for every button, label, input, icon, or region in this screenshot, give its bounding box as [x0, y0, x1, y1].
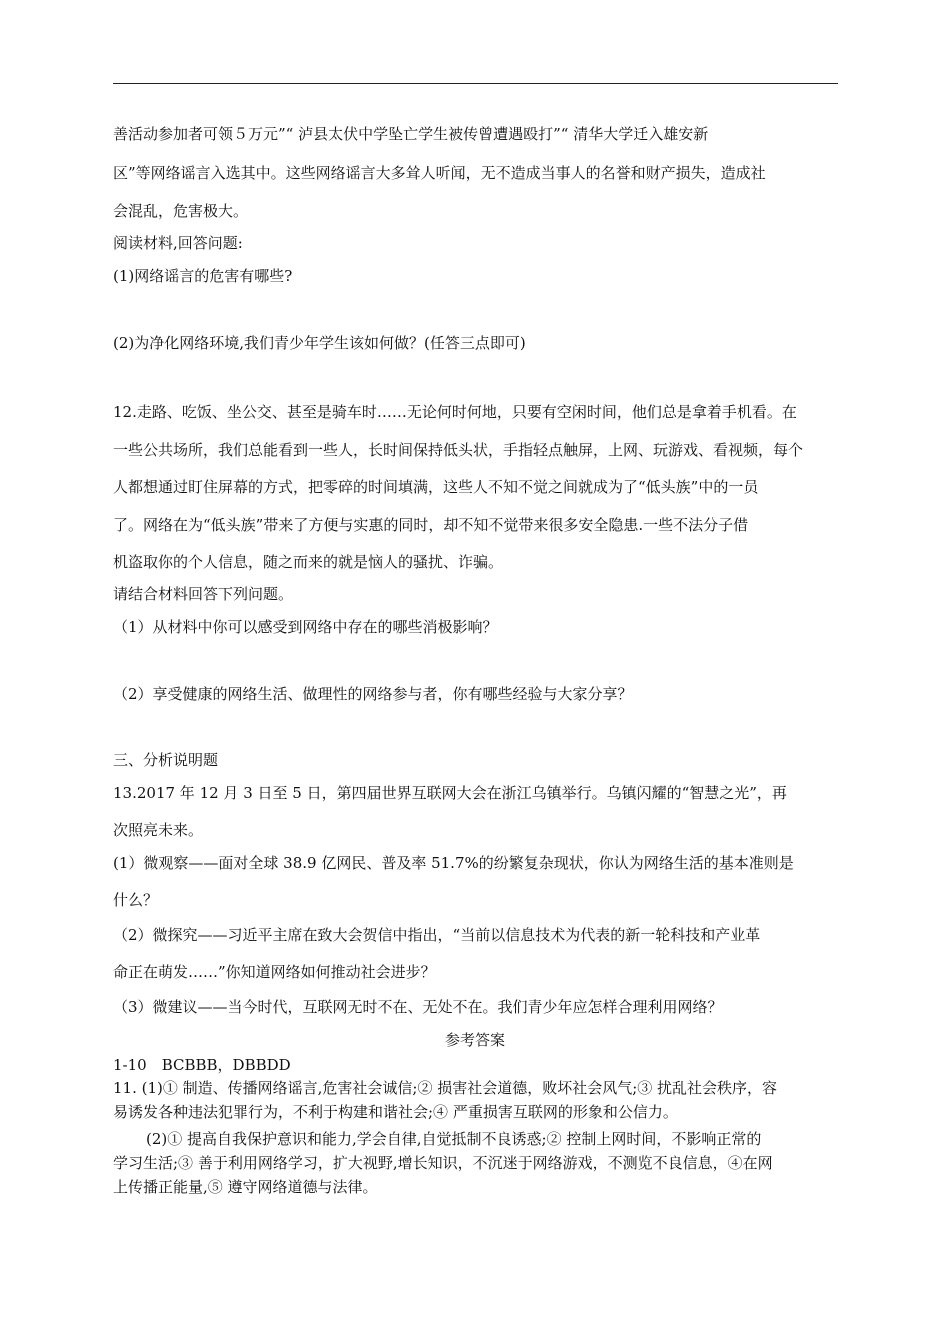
- material-line: 区”等网络谣言入选其中。这些网络谣言大多耸人听闻，无不造成当事人的名誉和财产损失，造成社: [113, 164, 766, 182]
- q13-sub2-line: 命正在萌发……”你知道网络如何推动社会进步？: [113, 963, 436, 981]
- q13-sub1-line: 什么？: [113, 891, 159, 909]
- q13-sub2-line: （2）微探究——习近平主席在致大会贺信中指出，“当前以信息技术为代表的新一轮科技和产业革: [113, 926, 761, 944]
- q13-sub3: （3）微建议——当今时代，互联网无时不在、无处不在。我们青少年应怎样合理利用网络？: [113, 998, 723, 1016]
- answer-11-2-line: (2)① 提高自我保护意识和能力,学会自律,自觉抵制不良诱惑;② 控制上网时间，不影响正常的: [146, 1130, 762, 1148]
- q13-line: 13.2017 年 12 月 3 日至 5 日，第四届世界互联网大会在浙江乌镇举行。乌镇闪耀的“智慧之光”，再: [113, 784, 787, 802]
- q12-line: 12.走路、吃饭、坐公交、甚至是骑车时……无论何时何地，只要有空闲时间，他们总是拿着手机看。在: [113, 403, 797, 421]
- answer-11-2-line: 学习生活;③ 善于利用网络学习，扩大视野,增长知识，不沉迷于网络游戏，不测览不良信息，④在网: [113, 1154, 773, 1172]
- q11-prompt: 阅读材料,回答问题:: [113, 234, 243, 252]
- answers-mc: 1-10 BCBBB，DBBDD: [113, 1056, 291, 1074]
- q12-prompt: 请结合材料回答下列问题。: [113, 585, 294, 603]
- material-line: 善活动参加者可领５万元”“ 泸县太伏中学坠亡学生被传曾遭遇殴打”“ 清华大学迁入雄安新: [113, 125, 709, 143]
- answer-11-1-line: 易诱发各种违法犯罪行为，不利于构建和谐社会;④ 严重损害互联网的形象和公信力。: [113, 1103, 678, 1121]
- answers-title: 参考答案: [444, 1031, 505, 1049]
- q13-sub1-line: (1）微观察——面对全球 38.9 亿网民、普及率 51.7%的纷繁复杂现状，你认为网络生活的基本准则是: [113, 854, 794, 872]
- answer-11-2-line: 上传播正能量,⑤ 遵守网络道德与法律。: [113, 1178, 378, 1196]
- q11-sub2: (2)为净化网络环境,我们青少年学生该如何做？(任答三点即可): [113, 334, 526, 352]
- q12-sub1: （1）从材料中你可以感受到网络中存在的哪些消极影响？: [113, 618, 498, 636]
- q11-sub1: (1)网络谣言的危害有哪些?: [113, 267, 293, 285]
- q13-line: 次照亮未来。: [113, 821, 204, 839]
- answer-11-1-line: 11. (1)① 制造、传播网络谣言,危害社会诚信;② 损害社会道德，败坏社会风气;③ 扰乱社会秩序，容: [113, 1079, 778, 1097]
- material-line: 会混乱，危害极大。: [113, 202, 249, 220]
- q12-sub2: （2）享受健康的网络生活、做理性的网络参与者，你有哪些经验与大家分享？: [113, 685, 633, 703]
- q12-line: 一些公共场所，我们总能看到一些人，长时间保持低头状，手指轻点触屏，上网、玩游戏、看视频，每个: [113, 441, 804, 459]
- q12-line: 了。网络在为“低头族”带来了方便与实惠的同时，却不知不觉带来很多安全隐患.一些不法分子借: [113, 516, 749, 534]
- q12-line: 机盗取你的个人信息，随之而来的就是恼人的骚扰、诈骗。: [113, 553, 504, 571]
- header-rule: [113, 83, 838, 84]
- q12-line: 人都想通过盯住屏幕的方式，把零碎的时间填满，这些人不知不觉之间就成为了“低头族”中的一员: [113, 478, 759, 496]
- section-heading: 三、分析说明题: [113, 751, 219, 769]
